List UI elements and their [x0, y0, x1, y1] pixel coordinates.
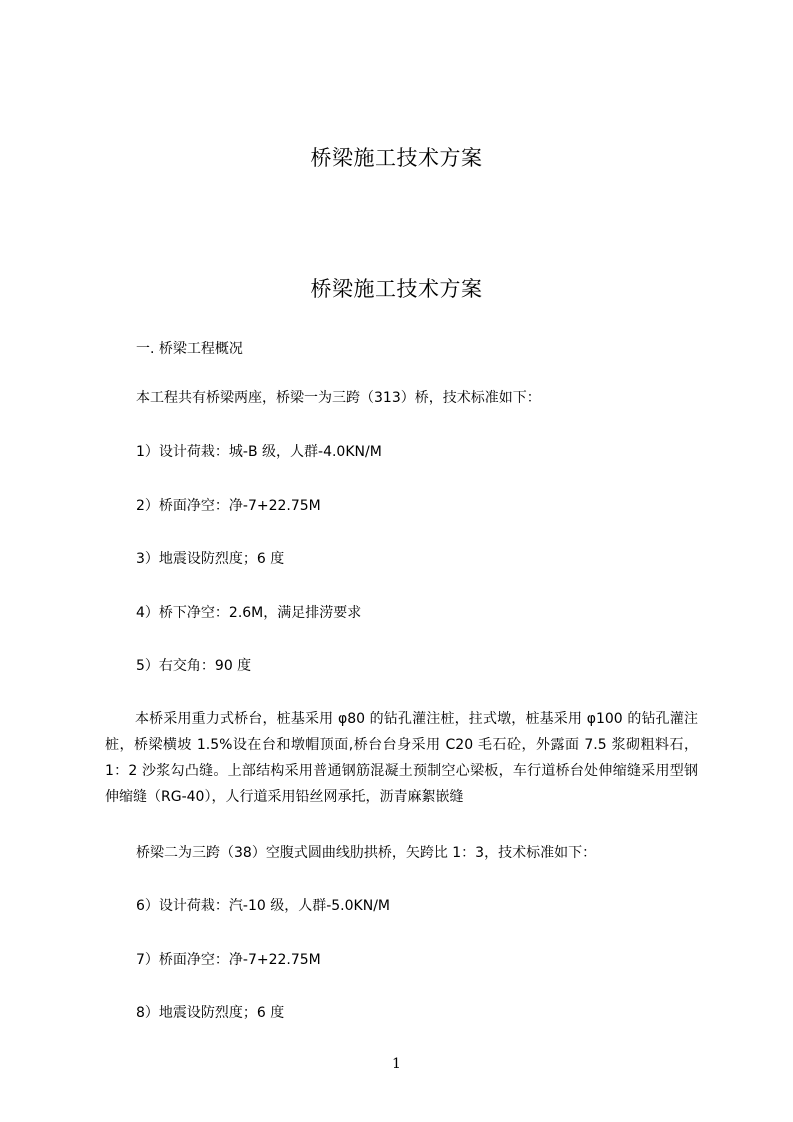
bridge1-description: 本桥采用重力式桥台，桩基采用 φ80 的钻孔灌注桩，拄式墩，桩基采用 φ100 的钻孔灌注桩，桥梁横坡 1.5%设在台和墩帽顶面,桥台台身采用 C20 毛石砼，外露面 7.5 浆砌粗料石，1：2 沙浆勾凸缝。上部结构采用普通钢筋混凝土预制空心梁板，车行道桥台处伸缩缝采用型钢伸缩缝（RG-40），人行道采用铅丝网承托，沥青麻絮嵌缝	[105, 711, 698, 805]
bridge1-item-3: 3）地震设防烈度；6 度	[136, 551, 285, 567]
bridge2-item-6: 6）设计荷栽：汽-10 级，人群-5.0KN/M	[136, 898, 390, 914]
bridge2-intro: 桥梁二为三跨（38）空腹式圆曲线肋拱桥，矢跨比 1：3，技术标准如下：	[136, 845, 597, 861]
bridge2-item-7: 7）桥面净空：净-7+22.75M	[136, 952, 321, 968]
document-header-title: 桥梁施工技术方案	[310, 146, 483, 170]
bridge1-intro: 本工程共有桥梁两座，桥梁一为三跨（313）桥，技术标准如下：	[136, 390, 541, 406]
bridge1-item-1: 1）设计荷栽：城-B 级，人群-4.0KN/M	[136, 444, 382, 460]
page-number: 1	[392, 1056, 401, 1072]
bridge1-item-5: 5）右交角：90 度	[136, 658, 252, 674]
bridge1-item-2: 2）桥面净空：净-7+22.75M	[136, 498, 321, 514]
document-main-title: 桥梁施工技术方案	[310, 277, 483, 301]
bridge1-item-4: 4）桥下净空：2.6M，满足排涝要求	[136, 605, 362, 621]
section-heading: 一. 桥梁工程概况	[136, 341, 243, 357]
bridge2-item-8: 8）地震设防烈度；6 度	[136, 1005, 285, 1021]
